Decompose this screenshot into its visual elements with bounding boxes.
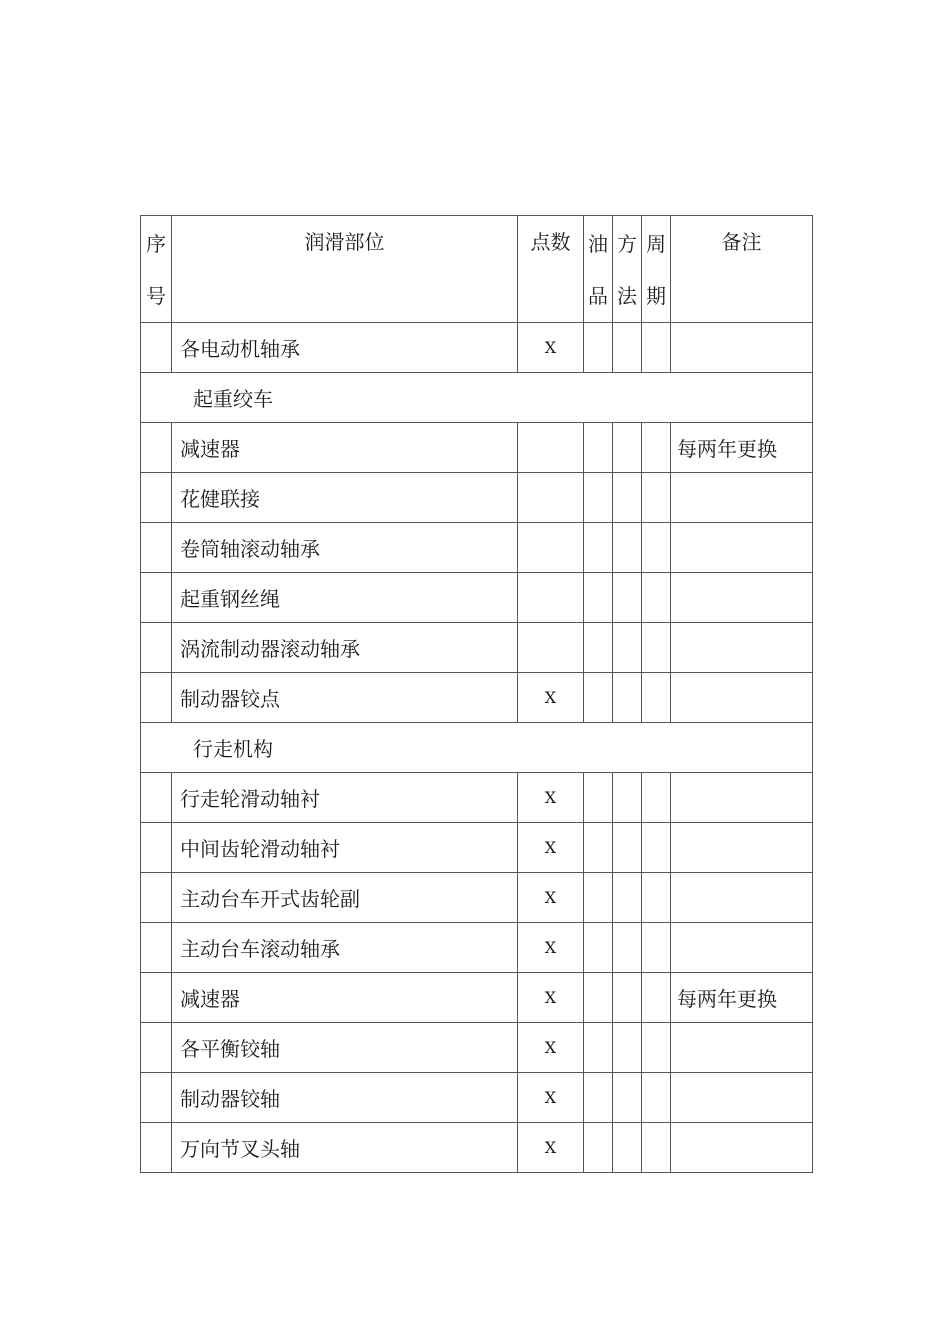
- cell-method: [613, 1073, 642, 1123]
- cell-part: 各平衡铰轴: [172, 1023, 518, 1073]
- cell-cycle: [642, 673, 671, 723]
- table-row: [141, 423, 813, 473]
- cell-oil: [584, 1123, 613, 1173]
- cell-part: 主动台车开式齿轮副: [172, 873, 518, 923]
- lubrication-table: [140, 215, 813, 1173]
- header-no: 序号: [141, 216, 172, 323]
- header-remark: 备注: [671, 216, 813, 323]
- cell-no: [141, 573, 172, 623]
- cell-part: 行走轮滑动轴衬: [172, 773, 518, 823]
- cell-oil: [584, 323, 613, 373]
- table-row: [141, 1023, 813, 1073]
- header-points: 点数: [518, 216, 584, 323]
- cell-remark: [671, 1123, 813, 1173]
- cell-points: [518, 573, 584, 623]
- cell-oil: [584, 573, 613, 623]
- cell-method: [613, 973, 642, 1023]
- cell-no: [141, 873, 172, 923]
- cell-part: 制动器铰点: [172, 673, 518, 723]
- cell-method: [613, 1023, 642, 1073]
- cell-method: [613, 823, 642, 873]
- cell-remark: [671, 623, 813, 673]
- cell-points: [518, 623, 584, 673]
- cell-part: 卷筒轴滚动轴承: [172, 523, 518, 573]
- table-row: [141, 923, 813, 973]
- cell-points: X: [518, 1123, 584, 1173]
- cell-points: X: [518, 1023, 584, 1073]
- cell-method: [613, 773, 642, 823]
- cell-cycle: [642, 1073, 671, 1123]
- cell-remark: 每两年更换: [671, 423, 813, 473]
- cell-cycle: [642, 923, 671, 973]
- cell-cycle: [642, 973, 671, 1023]
- cell-no: [141, 823, 172, 873]
- header-oil: 油品: [584, 216, 613, 323]
- cell-part: 起重钢丝绳: [172, 573, 518, 623]
- cell-points: [518, 523, 584, 573]
- header-part: 润滑部位: [172, 216, 518, 323]
- section-title: 起重绞车: [141, 373, 813, 423]
- header-cycle: 周期: [642, 216, 671, 323]
- cell-oil: [584, 623, 613, 673]
- cell-oil: [584, 873, 613, 923]
- cell-remark: 每两年更换: [671, 973, 813, 1023]
- cell-method: [613, 873, 642, 923]
- cell-method: [613, 1123, 642, 1173]
- cell-no: [141, 523, 172, 573]
- cell-remark: [671, 473, 813, 523]
- cell-points: X: [518, 873, 584, 923]
- cell-cycle: [642, 773, 671, 823]
- cell-method: [613, 323, 642, 373]
- table-row: [141, 823, 813, 873]
- cell-oil: [584, 423, 613, 473]
- table-row: [141, 573, 813, 623]
- cell-remark: [671, 773, 813, 823]
- cell-cycle: [642, 873, 671, 923]
- cell-method: [613, 923, 642, 973]
- header-method: 方法: [613, 216, 642, 323]
- cell-method: [613, 473, 642, 523]
- cell-method: [613, 673, 642, 723]
- cell-cycle: [642, 573, 671, 623]
- section-row: [141, 723, 813, 773]
- cell-points: [518, 473, 584, 523]
- cell-oil: [584, 923, 613, 973]
- cell-cycle: [642, 823, 671, 873]
- cell-cycle: [642, 473, 671, 523]
- cell-remark: [671, 573, 813, 623]
- cell-points: X: [518, 973, 584, 1023]
- cell-no: [141, 473, 172, 523]
- cell-no: [141, 1023, 172, 1073]
- cell-no: [141, 673, 172, 723]
- cell-cycle: [642, 323, 671, 373]
- cell-cycle: [642, 623, 671, 673]
- cell-cycle: [642, 423, 671, 473]
- cell-cycle: [642, 1123, 671, 1173]
- cell-remark: [671, 823, 813, 873]
- section-title: 行走机构: [141, 723, 813, 773]
- table-row: [141, 473, 813, 523]
- cell-method: [613, 623, 642, 673]
- cell-part: 万向节叉头轴: [172, 1123, 518, 1173]
- cell-part: 花健联接: [172, 473, 518, 523]
- table-row: [141, 973, 813, 1023]
- cell-part: 减速器: [172, 423, 518, 473]
- cell-points: X: [518, 1073, 584, 1123]
- cell-method: [613, 523, 642, 573]
- cell-no: [141, 973, 172, 1023]
- table-row: [141, 873, 813, 923]
- cell-remark: [671, 873, 813, 923]
- cell-part: 各电动机轴承: [172, 323, 518, 373]
- cell-part: 制动器铰轴: [172, 1073, 518, 1123]
- cell-part: 涡流制动器滚动轴承: [172, 623, 518, 673]
- section-row: [141, 373, 813, 423]
- cell-points: X: [518, 823, 584, 873]
- cell-remark: [671, 1023, 813, 1073]
- cell-cycle: [642, 1023, 671, 1073]
- cell-points: X: [518, 923, 584, 973]
- cell-oil: [584, 673, 613, 723]
- cell-oil: [584, 823, 613, 873]
- table-row: [141, 1123, 813, 1173]
- cell-remark: [671, 323, 813, 373]
- table-row: [141, 673, 813, 723]
- cell-no: [141, 323, 172, 373]
- cell-oil: [584, 1023, 613, 1073]
- cell-no: [141, 423, 172, 473]
- header-row: [141, 216, 813, 323]
- cell-part: 中间齿轮滑动轴衬: [172, 823, 518, 873]
- cell-remark: [671, 523, 813, 573]
- cell-cycle: [642, 523, 671, 573]
- cell-points: X: [518, 673, 584, 723]
- cell-oil: [584, 773, 613, 823]
- cell-oil: [584, 473, 613, 523]
- cell-method: [613, 573, 642, 623]
- cell-points: [518, 423, 584, 473]
- cell-no: [141, 773, 172, 823]
- cell-no: [141, 1073, 172, 1123]
- cell-no: [141, 623, 172, 673]
- table-row: [141, 323, 813, 373]
- cell-part: 主动台车滚动轴承: [172, 923, 518, 973]
- cell-remark: [671, 673, 813, 723]
- cell-remark: [671, 1073, 813, 1123]
- cell-method: [613, 423, 642, 473]
- table-row: [141, 523, 813, 573]
- cell-part: 减速器: [172, 973, 518, 1023]
- table-row: [141, 1073, 813, 1123]
- cell-oil: [584, 523, 613, 573]
- cell-points: X: [518, 773, 584, 823]
- cell-remark: [671, 923, 813, 973]
- cell-points: X: [518, 323, 584, 373]
- cell-no: [141, 923, 172, 973]
- cell-oil: [584, 1073, 613, 1123]
- cell-oil: [584, 973, 613, 1023]
- table-row: [141, 773, 813, 823]
- cell-no: [141, 1123, 172, 1173]
- table-row: [141, 623, 813, 673]
